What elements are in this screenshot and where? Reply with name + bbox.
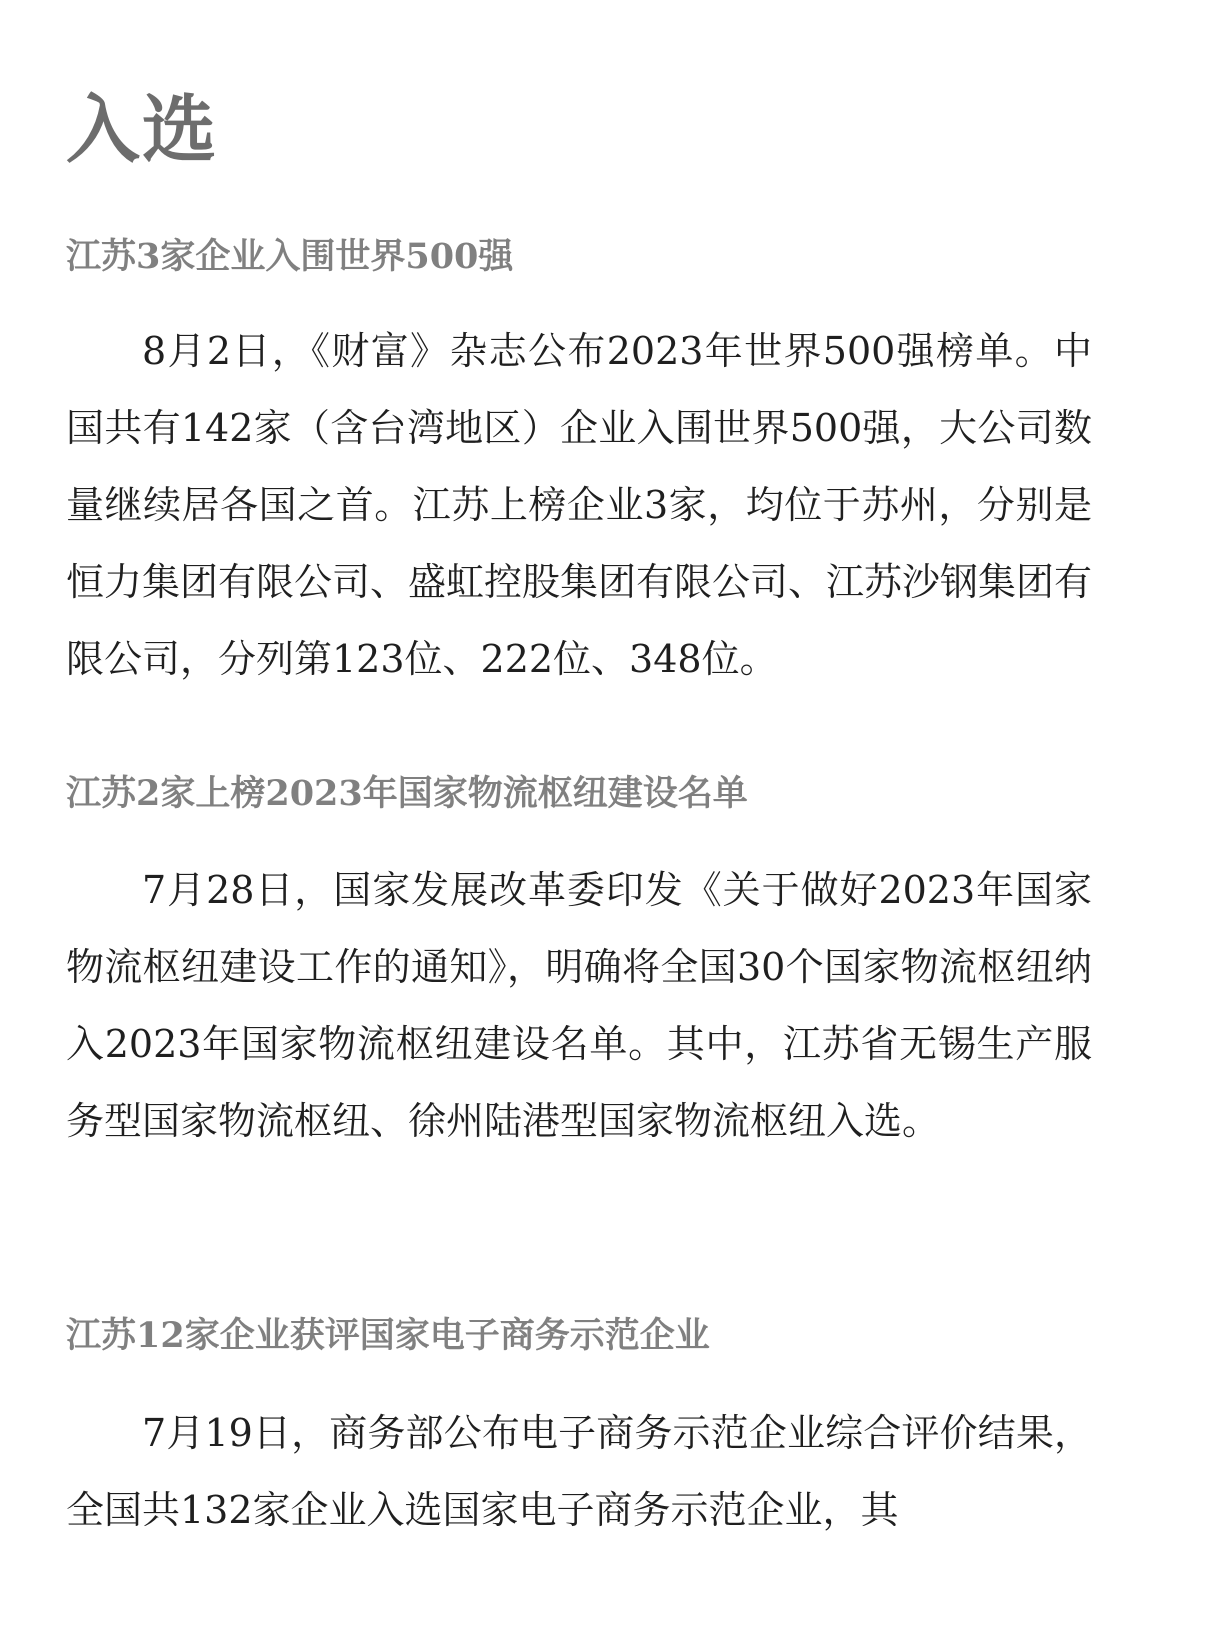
article-body-1: 8月2日，《财富》杂志公布2023年世界500强榜单。中国共有142家（含台湾地区）企业入围世界500强，大公司数量继续居各国之首。江苏上榜企业3家，均位于苏州，分别是恒力集团有限公司、盛虹控股集团有限公司、江苏沙钢集团有限公司，分列第123位、222位、348位。 bbox=[66, 329, 1093, 681]
article-heading-3: 江苏12家企业获评国家电子商务示范企业 bbox=[66, 1315, 710, 1356]
article-heading-2: 江苏2家上榜2023年国家物流枢纽建设名单 bbox=[66, 773, 748, 814]
article-body-2: 7月28日，国家发展改革委印发《关于做好2023年国家物流枢纽建设工作的通知》，明确将全国30个国家物流枢纽纳入2023年国家物流枢纽建设名单。其中，江苏省无锡生产服务型国家物流枢纽、徐州陆港型国家物流枢纽入选。 bbox=[66, 868, 1092, 1143]
article-body-3: 7月19日，商务部公布电子商务示范企业综合评价结果，全国共132家企业入选国家电子商务示范企业，其 bbox=[66, 1411, 1092, 1532]
section-title: 入选 bbox=[66, 87, 218, 173]
article-heading-1: 江苏3家企业入围世界500强 bbox=[66, 236, 514, 277]
